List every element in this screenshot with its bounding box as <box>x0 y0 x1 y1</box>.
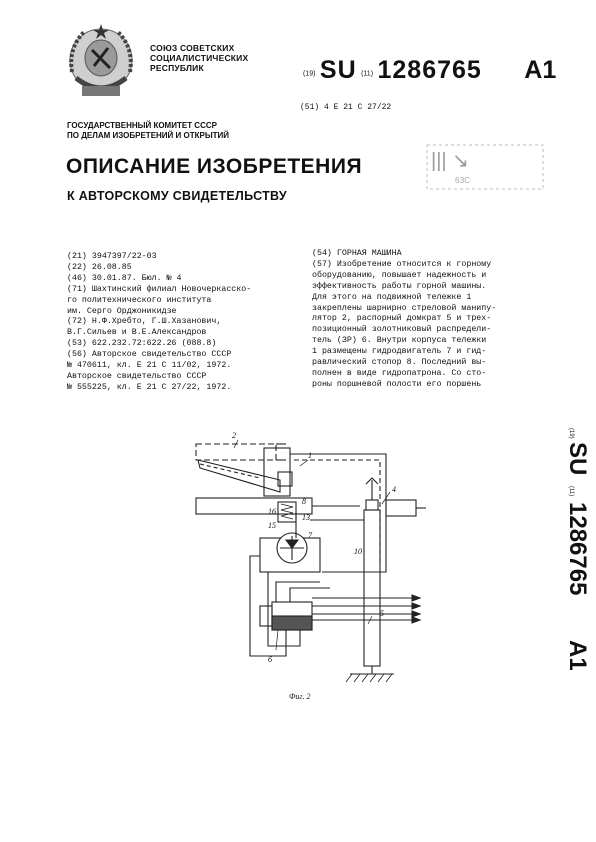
label-10: 10 <box>354 547 362 556</box>
abstract-line: закреплены шарнирно стреловой манипу- <box>312 303 497 313</box>
abstract-line: полнен в виде гидропатрона. Со сто- <box>312 368 487 378</box>
ipc-classification: (51) 4 E 21 C 27/22 <box>300 103 392 112</box>
biblio-line: (56) Авторское свидетельство СССР <box>67 350 232 360</box>
abstract-line: лятор 2, распорный домкрат 5 и трех- <box>312 314 492 324</box>
abstract-line: Для этого на подвижной тележке 1 <box>312 292 472 302</box>
stamp-small: 6ЗС <box>455 176 470 185</box>
document-title: ОПИСАНИЕ ИЗОБРЕТЕНИЯ <box>66 155 363 178</box>
abstract-line: позиционный золотниковый распредели- <box>312 325 492 335</box>
abstract-line: эффективность работы горной машины. <box>312 281 487 291</box>
document-subtitle: К АВТОРСКОМУ СВИДЕТЕЛЬСТВУ <box>67 189 287 203</box>
abstract <box>312 249 496 391</box>
country: SU <box>319 56 357 84</box>
label-15: 15 <box>268 521 276 530</box>
biblio-line: им. Серго Орджоникидзе <box>67 306 177 316</box>
biblio-line: (53) 622.232.72:622.26 (088.8) <box>67 339 217 349</box>
abstract-title: (54) ГОРНАЯ МАШИНА <box>312 249 402 258</box>
label-5: 5 <box>380 609 384 618</box>
biblio-line: (22) 26.08.85 <box>67 262 132 272</box>
ussr-emblem <box>62 20 140 108</box>
abstract-line: оборудованию, повышает надежность и <box>312 270 487 280</box>
biblio-line: (72) Н.Ф.Хребто, Г.Ш.Хазанович, <box>67 317 222 327</box>
library-stamp <box>425 143 545 191</box>
issuing-state <box>150 43 248 73</box>
label-6: 6 <box>268 655 272 664</box>
biblio-line: № 470611, кл. Е 21 С 11/02, 1972. <box>67 361 232 371</box>
committee-line: ГОСУДАРСТВЕННЫЙ КОМИТЕТ СССР <box>67 121 217 130</box>
biblio-line: В.Г.Сильев и В.Е.Александров <box>67 328 207 338</box>
state-line: РЕСПУБЛИК <box>150 63 204 73</box>
biblio-line: го политехнического института <box>67 295 212 305</box>
publication-number <box>303 56 556 85</box>
vertical-patent-number <box>546 424 591 714</box>
biblio-line: № 555225, кл. Е 21 С 27/22, 1972. <box>67 382 232 392</box>
side-kind: A1 <box>564 640 591 671</box>
abstract-line: роны поршневой полости его поршень <box>312 379 482 389</box>
biblio-line: Авторское свидетельство СССР <box>67 371 207 381</box>
abstract-line: (57) Изобретение относится к горному <box>312 259 492 269</box>
country-code: (19) <box>303 70 316 78</box>
committee <box>67 121 229 141</box>
side-number-code: (11) <box>568 486 574 497</box>
biblio-line: (46) 30.01.87. Бюл. № 4 <box>67 273 182 283</box>
abstract-line: равлический стопор 8. Последний вы- <box>312 358 487 368</box>
bibliographic-data <box>67 252 251 394</box>
technical-drawing <box>190 420 430 690</box>
patent-number: 1286765 <box>377 56 482 84</box>
abstract-line: 1 размещены гидродвигатель 7 и гид- <box>312 347 487 357</box>
label-4: 4 <box>392 485 396 494</box>
figure-caption: Фиг. 2 <box>289 692 311 701</box>
label-16: 16 <box>268 507 276 516</box>
abstract-line: тель (ЗР) 6. Внутри корпуса тележки <box>312 336 487 346</box>
label-2: 2 <box>232 431 236 440</box>
committee-line: ПО ДЕЛАМ ИЗОБРЕТЕНИЙ И ОТКРЫТИЙ <box>67 131 230 140</box>
label-7: 7 <box>308 531 312 540</box>
number-code: (11) <box>361 70 374 78</box>
document-kind: A1 <box>524 56 557 84</box>
side-country: SU <box>564 442 591 476</box>
biblio-line: (21) 3947397/22-03 <box>67 252 157 261</box>
side-number: 1286765 <box>564 502 591 596</box>
label-1: 1 <box>308 451 312 460</box>
side-country-code: (19) <box>568 428 574 439</box>
biblio-line: (71) Шахтинский филиал Новочеркасско- <box>67 284 252 294</box>
label-8: 8 <box>302 497 306 506</box>
state-line: СОЮЗ СОВЕТСКИХ <box>150 43 235 53</box>
label-13: 13 <box>302 513 310 522</box>
state-line: СОЦИАЛИСТИЧЕСКИХ <box>150 53 249 63</box>
stamp-mark: ||| ↘ <box>431 150 469 172</box>
